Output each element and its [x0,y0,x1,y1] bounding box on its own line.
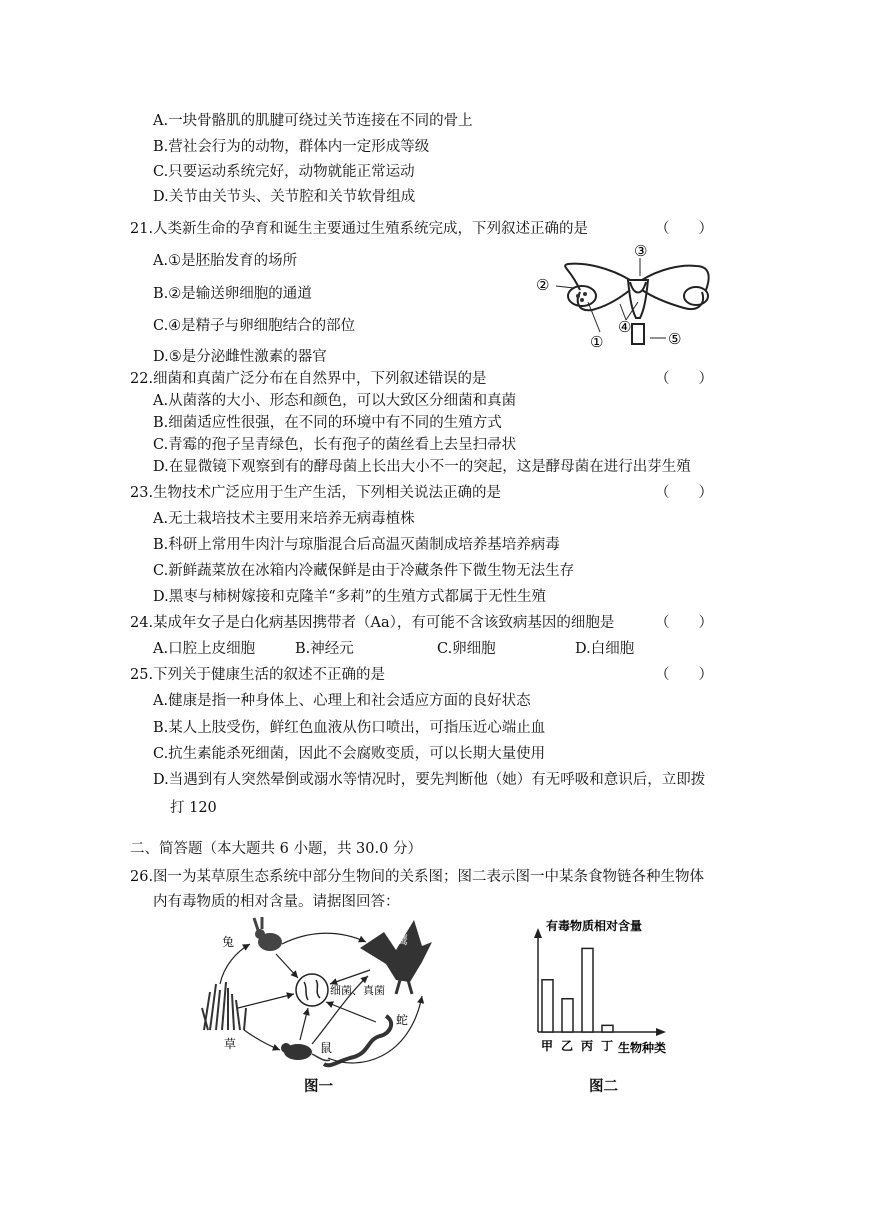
q22-option-c: C.青霉的孢子呈青绿色，长有孢子的菌丝看上去呈扫帚状 [153,437,517,453]
q21-option-a: A.①是胚胎发育的场所 [153,253,298,269]
chart-x-arrow [656,1028,666,1036]
label-snake: 蛇 [396,1013,409,1027]
snake-icon [324,1016,391,1065]
q25-option-d-line1: D.当遇到有人突然晕倒或溺水等情况时，要先判断他（她）有无呼吸和意识后，立即拨 [153,772,706,788]
label-decomposer: 细菌、真菌 [330,984,385,997]
q24-option-a: A.口腔上皮细胞 [153,641,256,657]
figure2-caption: 图二 [589,1079,618,1095]
figure-label-5: ⑤ [668,330,682,348]
rabbit-icon [254,917,282,951]
hawk-icon [360,920,432,994]
chart-category-label: 乙 [561,1039,574,1053]
label-grass: 草 [224,1037,237,1051]
q20-option-d: D.关节由关节头、关节腔和关节软骨组成 [153,189,416,205]
toxin-bar-chart [520,912,700,1062]
figure-label-4: ④ [618,318,632,336]
label-rabbit: 兔 [222,935,235,949]
q26-stem-line2: 内有毒物质的相对含量。请据图回答： [153,894,400,910]
figure1-caption: 图一 [304,1079,333,1095]
label-mouse: 鼠 [320,1041,333,1055]
figure-label-2: ② [536,276,550,294]
q22-option-b: B.细菌适应性很强，在不同的环境中有不同的生殖方式 [153,415,502,431]
q24-answer-paren: （ ） [655,615,713,631]
q22-answer-paren: （ ） [655,371,713,387]
food-web-figure [200,912,450,1097]
q21-option-b: B.②是输送卵细胞的通道 [153,286,312,302]
chart-category-label: 甲 [541,1039,554,1053]
q23-option-d: D.黑枣与柿树嫁接和克隆羊“多莉”的生殖方式都属于无性生殖 [153,589,547,605]
q23-option-a: A.无土栽培技术主要用来培养无病毒植株 [153,511,415,527]
chart-bar-1 [542,980,553,1032]
q22-option-d: D.在显微镜下观察到有的酵母菌上长出大小不一的突起，这是酵母菌在进行出芽生殖 [153,459,691,475]
figure-label-3: ③ [634,242,648,260]
q20-option-a: A.一块骨骼肌的肌腱可绕过关节连接在不同的骨上 [153,113,473,129]
q22-stem: 22.细菌和真菌广泛分布在自然界中，下列叙述错误的是 [130,371,487,387]
chart-y-label: 有毒物质相对含量 [546,919,643,933]
q26-stem-line1: 26.图一为某草原生态系统中部分生物间的关系图；图二表示图一中某条食物链各种生物体 [130,869,705,885]
q21-answer-paren: （ ） [655,221,713,237]
chart-bar-2 [562,999,573,1032]
q25-option-d-line2: 打 120 [170,800,217,816]
q23-option-c: C.新鲜蔬菜放在冰箱内冷藏保鲜是由于冷藏条件下微生物无法生存 [153,563,575,579]
chart-bar-3 [582,948,593,1032]
q25-option-b: B.某人上肢受伤，鲜红色血液从伤口喷出，可指压近心端止血 [153,720,546,736]
q23-stem: 23.生物技术广泛应用于生产生活，下列相关说法正确的是 [130,485,502,501]
chart-bar-4 [602,1025,613,1032]
decomposer-circle-icon [296,974,328,1006]
q24-option-b: B.神经元 [295,641,354,657]
chart-y-arrow [534,928,542,938]
chart-category-label: 丁 [601,1039,614,1053]
q21-option-c: C.④是精子与卵细胞结合的部位 [153,318,356,334]
q25-answer-paren: （ ） [655,667,713,683]
q25-option-c: C.抗生素能杀死细菌，因此不会腐败变质，可以长期大量使用 [153,746,546,762]
q24-option-d: D.白细胞 [575,641,635,657]
chart-x-label: 生物种类 [618,1041,667,1055]
q24-stem: 24.某成年女子是白化病基因携带者（Aa），有可能不含该致病基因的细胞是 [130,615,615,631]
grass-icon [202,982,246,1030]
section-heading: 二、简答题（本大题共 6 小题，共 30.0 分） [130,841,422,857]
q21-stem: 21.人类新生命的孕育和诞生主要通过生殖系统完成，下列叙述正确的是 [130,221,589,237]
label-hawk: 鹰 [396,933,409,947]
q25-option-a: A.健康是指一种身体上、心理上和社会适应方面的良好状态 [153,693,531,709]
q21-option-d: D.⑤是分泌雌性激素的器官 [153,349,327,365]
q25-stem: 25.下列关于健康生活的叙述不正确的是 [130,667,386,683]
chart-category-label: 丙 [581,1039,594,1053]
q20-option-b: B.营社会行为的动物，群体内一定形成等级 [153,139,430,155]
reproductive-system-figure [530,240,720,352]
q24-option-c: C.卵细胞 [437,641,496,657]
q23-option-b: B.科研上常用牛肉汁与琼脂混合后高温灭菌制成培养基培养病毒 [153,537,560,553]
figure-label-1: ① [590,333,604,351]
q22-option-a: A.从菌落的大小、形态和颜色，可以大致区分细菌和真菌 [153,393,517,409]
q20-option-c: C.只要运动系统完好，动物就能正常运动 [153,164,415,180]
q23-answer-paren: （ ） [655,485,713,501]
